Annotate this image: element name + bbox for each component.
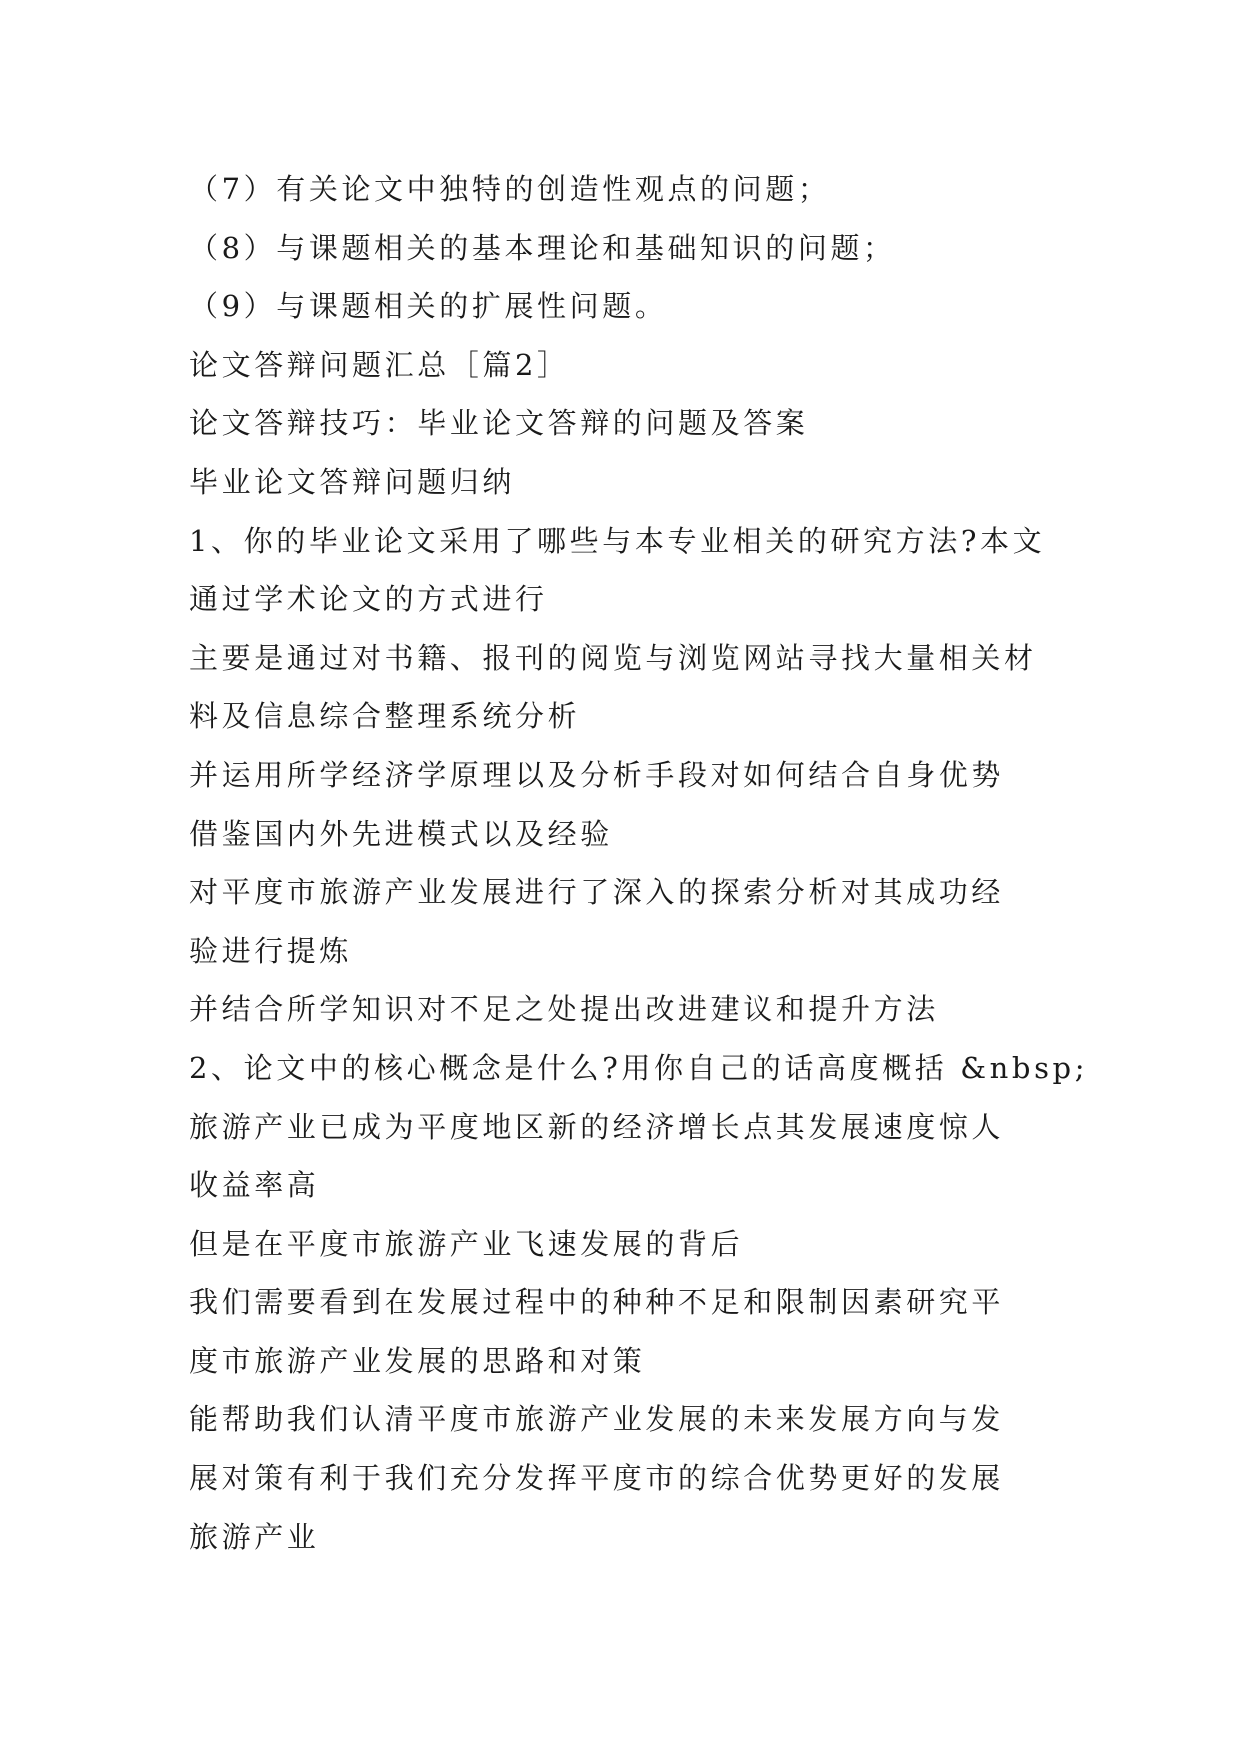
subheading: 毕业论文答辩问题归纳: [189, 464, 516, 499]
paragraph-line: 验进行提炼: [189, 933, 353, 968]
paragraph-line: 料及信息综合整理系统分析: [189, 699, 581, 734]
paragraph-line: 旅游产业已成为平度地区新的经济增长点其发展速度惊人: [189, 1109, 1005, 1144]
paragraph-line: 并运用所学经济学原理以及分析手段对如何结合自身优势: [189, 757, 1005, 792]
paragraph-line: 并结合所学知识对不足之处提出改进建议和提升方法: [189, 992, 939, 1027]
paragraph-line: 度市旅游产业发展的思路和对策: [189, 1343, 646, 1378]
section-heading: 论文答辩问题汇总［篇2］: [189, 347, 570, 382]
document-body: [189, 160, 1089, 1566]
paragraph-line: 收益率高: [189, 1168, 320, 1203]
question-2: 2、论文中的核心概念是什么?用你自己的话高度概括 &nbsp;: [189, 1050, 1089, 1085]
paragraph-line: 通过学术论文的方式进行: [189, 582, 548, 617]
paragraph-line: 借鉴国内外先进模式以及经验: [189, 816, 613, 851]
list-item-9: （9）与课题相关的扩展性问题。: [189, 289, 668, 324]
list-item-8: （8）与课题相关的基本理论和基础知识的问题；: [189, 230, 896, 265]
paragraph-line: 旅游产业: [189, 1519, 320, 1554]
subtitle: 论文答辩技巧：毕业论文答辩的问题及答案: [189, 406, 809, 441]
paragraph-line: 能帮助我们认清平度市旅游产业发展的未来发展方向与发: [189, 1402, 1005, 1437]
paragraph-line: 主要是通过对书籍、报刊的阅览与浏览网站寻找大量相关材: [189, 640, 1037, 675]
question-1: 1、你的毕业论文采用了哪些与本专业相关的研究方法?本文: [189, 523, 1046, 558]
paragraph-line: 展对策有利于我们充分发挥平度市的综合优势更好的发展: [189, 1461, 1005, 1496]
paragraph-line: 我们需要看到在发展过程中的种种不足和限制因素研究平: [189, 1285, 1005, 1320]
paragraph-line: 对平度市旅游产业发展进行了深入的探索分析对其成功经: [189, 875, 1005, 910]
list-item-7: （7）有关论文中独特的创造性观点的问题；: [189, 172, 831, 206]
paragraph-line: 但是在平度市旅游产业飞速发展的背后: [189, 1226, 744, 1261]
